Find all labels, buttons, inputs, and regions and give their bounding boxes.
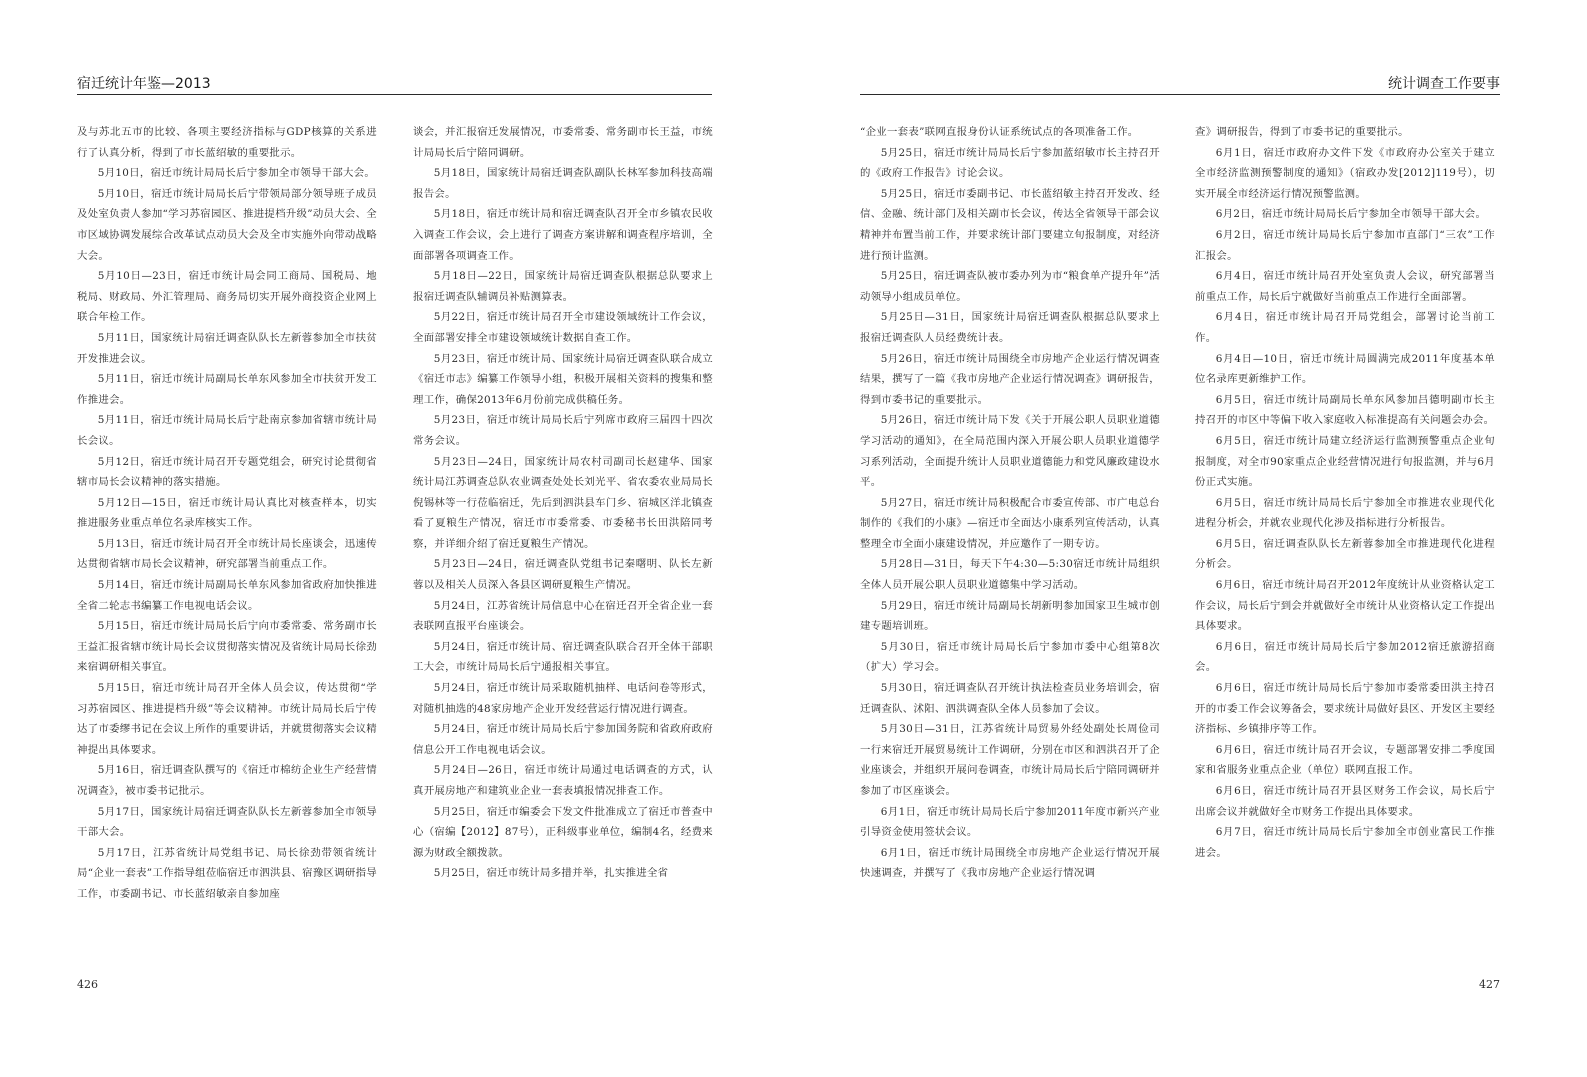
chronicle-entry: 5月24日—26日，宿迁市统计局通过电话调查的方式，认真开展房地产和建筑业企业一套表填报情况排查工作。: [413, 764, 713, 797]
chronicle-entry: 6月4日，宿迁市统计局召开处室负责人会议，研究部署当前重点工作，局长后宁就做好当前重点工作进行全面部署。: [1195, 270, 1495, 303]
chronicle-entry: 6月5日，宿迁调查队队长左新蓉参加全市推进现代化进程分析会。: [1195, 537, 1495, 571]
chronicle-entry: 5月10日，宿迁市统计局局长后宁带领局部分领导班子成员及处室负责人参加“学习苏宿园区、推进提档升级”动员大会、全市区域协调发展综合改革试点动员大会及全市实施外向带动战略大会。: [77, 187, 377, 262]
chronicle-entry: 5月26日，宿迁市统计局围绕全市房地产企业运行情况调查结果，撰写了一篇《我市房地产企业运行情况调查》调研报告，得到市委书记的重要批示。: [860, 352, 1160, 406]
chronicle-entry: 5月17日，国家统计局宿迁调查队队长左新蓉参加全市领导干部大会。: [77, 805, 377, 839]
chronicle-entry: 5月24日，江苏省统计局信息中心在宿迁召开全省企业一套表联网直报平台座谈会。: [413, 599, 713, 633]
chronicle-entry: 5月30日—31日，江苏省统计局贸易外经处副处长周俭司一行来宿迁开展贸易统计工作调研，分别在市区和泗洪召开了企业座谈会，并组织开展问卷调查，市统计局局长后宁陪同调研并参加了市区座谈会。: [860, 723, 1160, 797]
chronicle-entry: 5月30日，宿迁调查队召开统计执法检查员业务培训会，宿迁调查队、沭阳、泗洪调查队全体人员参加了会议。: [860, 682, 1160, 715]
chronicle-entry: 5月18日，宿迁市统计局和宿迁调查队召开全市乡镇农民收入调查工作会议，会上进行了调查方案讲解和调查程序培训，全面部署各项调查工作。: [413, 208, 713, 262]
chronicle-entry: 5月27日，宿迁市统计局积极配合市委宣传部、市广电总台制作的《我们的小康》—宿迁市全面达小康系列宣传活动，认真整理全市全面小康建设情况，并应邀作了一期专访。: [860, 496, 1160, 550]
chronicle-entry: 5月18日—22日，国家统计局宿迁调查队根据总队要求上报宿迁调查队辅调员补贴测算表。: [413, 270, 713, 303]
chronicle-entry: 5月24日，宿迁市统计局局长后宁参加国务院和省政府政府信息公开工作电视电话会议。: [413, 723, 713, 756]
chronicle-entry: 6月1日，宿迁市统计局围绕全市房地产企业运行情况开展快速调查，并撰写了《我市房地产企业运行情况调: [860, 846, 1160, 880]
chronicle-entry: 6月2日，宿迁市统计局局长后宁参加市直部门“三农”工作汇报会。: [1195, 228, 1495, 262]
chronicle-entry: 5月25日，宿迁市编委会下发文件批准成立了宿迁市普查中心（宿编【2012】87号），正科级事业单位，编制4名，经费来源为财政全额拨款。: [413, 805, 713, 859]
chronicle-entry: 6月6日，宿迁市统计局召开县区财务工作会议，局长后宁出席会议并就做好全市财务工作提出具体要求。: [1195, 785, 1495, 818]
chronicle-entry: 5月12日，宿迁市统计局召开专题党组会，研究讨论贯彻省辖市局长会议精神的落实措施。: [77, 455, 377, 489]
chronicle-entry: 5月25日，宿迁市统计局局长后宁参加蓝绍敏市长主持召开的《政府工作报告》讨论会议。: [860, 146, 1160, 180]
chronicle-entry: 5月11日，国家统计局宿迁调查队队长左新蓉参加全市扶贫开发推进会议。: [77, 331, 377, 365]
chronicle-entry: 6月6日，宿迁市统计局局长后宁参加2012宿迁旅游招商会。: [1195, 640, 1495, 674]
chronicle-entry: 5月11日，宿迁市统计局副局长单东风参加全市扶贫开发工作推进会。: [77, 373, 377, 406]
chronicle-entry: 6月4日—10日，宿迁市统计局圆满完成2011年度基本单位名录库更新维护工作。: [1195, 352, 1495, 386]
chronicle-entry: 6月2日，宿迁市统计局局长后宁参加全市领导干部大会。: [1215, 208, 1487, 221]
text-column: [860, 122, 1160, 884]
chronicle-entry: 5月28日—31日，每天下午4:30—5:30宿迁市统计局组织全体人员开展公职人员职业道德集中学习活动。: [860, 558, 1160, 592]
running-header-title: 宿迁统计年鉴—2013: [77, 76, 211, 92]
chronicle-entry: 5月23日，宿迁市统计局局长后宁列席市政府三届四十四次常务会议。: [413, 414, 713, 447]
running-header-title: 统计调查工作要事: [1388, 76, 1500, 92]
chronicle-entry: 5月15日，宿迁市统计局局长后宁向市委常委、常务副市长王益汇报省辖市统计局长会议贯彻落实情况及省统计局局长徐劲来宿调研相关事宜。: [77, 620, 377, 674]
chronicle-entry: 6月5日，宿迁市统计局局长后宁参加全市推进农业现代化进程分析会，并就农业现代化涉及指标进行分析报告。: [1195, 496, 1495, 530]
chronicle-entry: 5月12日—15日，宿迁市统计局认真比对核查样本，切实推进服务业重点单位名录库核实工作。: [77, 496, 377, 530]
right-page: [793, 0, 1587, 1077]
chronicle-entry: 5月22日，宿迁市统计局召开全市建设领域统计工作会议，全面部署安排全市建设领域统计数据自查工作。: [413, 311, 713, 344]
chronicle-entry: 5月15日，宿迁市统计局召开全体人员会议，传达贯彻“学习苏宿园区、推进提档升级”等会议精神。市统计局局长后宁传达了市委缪书记在会议上所作的重要讲话，并就贯彻落实会议精神提出具体要求。: [77, 682, 377, 756]
chronicle-entry: 5月11日，宿迁市统计局局长后宁赴南京参加省辖市统计局长会议。: [77, 414, 377, 447]
chronicle-entry: 5月23日—24日，宿迁调查队党组书记秦曙明、队长左新蓉以及相关人员深入各县区调研夏粮生产情况。: [413, 558, 713, 592]
chronicle-entry: 6月6日，宿迁市统计局局长后宁参加市委常委田洪主持召开的市委工作会议筹备会，要求统计局做好县区、开发区主要经济指标、乡镇排序等工作。: [1195, 682, 1495, 736]
chronicle-entry: 6月4日，宿迁市统计局召开局党组会，部署讨论当前工作。: [1195, 311, 1495, 344]
chronicle-entry: 5月24日，宿迁市统计局、宿迁调查队联合召开全体干部职工大会，市统计局局长后宁通报相关事宜。: [413, 640, 713, 674]
continued-text: 及与苏北五市的比较、各项主要经济指标与GDP核算的关系进行了认真分析，得到了市长蓝绍敏的重要批示。: [77, 126, 377, 159]
header-rule: [860, 94, 1500, 95]
header-rule: [77, 94, 712, 95]
chronicle-entry: 5月13日，宿迁市统计局召开全市统计局长座谈会，迅速传达贯彻省辖市局长会议精神，研究部署当前重点工作。: [77, 537, 377, 571]
chronicle-entry: 5月30日，宿迁市统计局局长后宁参加市委中心组第8次（扩大）学习会。: [860, 640, 1160, 674]
chronicle-entry: 5月23日，宿迁市统计局、国家统计局宿迁调查队联合成立《宿迁市志》编纂工作领导小组，积极开展相关资料的搜集和整理工作，确保2013年6月份前完成供稿任务。: [413, 352, 713, 406]
chronicle-entry: 5月25日，宿迁市统计局多措并举，扎实推进全省: [433, 867, 669, 880]
chronicle-entry: 5月26日，宿迁市统计局下发《关于开展公职人员职业道德学习活动的通知》，在全局范围内深入开展公职人员职业道德学习系列活动，全面提升统计人员职业道德能力和党风廉政建设水平。: [860, 414, 1160, 489]
chronicle-entry: 6月1日，宿迁市统计局局长后宁参加2011年度市新兴产业引导资金使用签状会议。: [860, 805, 1160, 839]
chronicle-entry: 5月14日，宿迁市统计局副局长单东风参加省政府加快推进全省二轮志书编纂工作电视电话会议。: [77, 579, 377, 612]
continued-text: “企业一套表”联网直报身份认证系统试点的各项准备工作。: [860, 126, 1139, 138]
chronicle-entry: 5月29日，宿迁市统计局副局长胡新明参加国家卫生城市创建专题培训班。: [860, 599, 1160, 633]
chronicle-entry: 5月18日，国家统计局宿迁调查队副队长林军参加科技高端报告会。: [413, 167, 713, 200]
chronicle-entry: 6月1日，宿迁市政府办文件下发《市政府办公室关于建立全市经济监测预警制度的通知》（宿政办发[2012]119号），切实开展全市经济运行情况预警监测。: [1195, 146, 1495, 200]
continued-text: 查》调研报告，得到了市委书记的重要批示。: [1195, 126, 1409, 138]
chronicle-entry: 5月23日—24日，国家统计局农村司副司长赵建华、国家统计局江苏调查总队农业调查处处长刘光平、省农委农业局局长倪锡林等一行莅临宿迁，先后到泗洪县车门乡、宿城区洋北镇查看了夏粮生产情况，宿迁市市委常委、市委秘书长田洪陪同考察，并详细介绍了宿迁夏粮生产情况。: [413, 455, 713, 550]
chronicle-entry: 5月10日—23日，宿迁市统计局会同工商局、国税局、地税局、财政局、外汇管理局、商务局切实开展外商投资企业网上联合年检工作。: [77, 270, 377, 324]
chronicle-entry: 6月5日，宿迁市统计局建立经济运行监测预警重点企业旬报制度，对全市90家重点企业经营情况进行旬报监测，并与6月份正式实施。: [1195, 434, 1495, 489]
chronicle-entry: 5月10日，宿迁市统计局局长后宁参加全市领导干部大会。: [97, 167, 376, 180]
text-column: [77, 122, 377, 905]
text-column: [1195, 122, 1495, 863]
chronicle-entry: 5月16日，宿迁调查队撰写的《宿迁市棉纺企业生产经营情况调查》，被市委书记批示。: [77, 764, 377, 797]
page-number: 426: [77, 978, 98, 991]
chronicle-entry: 6月6日，宿迁市统计局召开2012年度统计从业资格认定工作会议，局长后宁到会并就做好全市统计从业资格认定工作提出具体要求。: [1195, 579, 1495, 633]
chronicle-entry: 6月5日，宿迁市统计局副局长单东风参加吕德明副市长主持召开的市区中等偏下收入家庭收入标准提高有关问题会办会。: [1195, 393, 1495, 427]
left-page: [0, 0, 793, 1077]
chronicle-entry: 5月25日，宿迁市委副书记、市长蓝绍敏主持召开发改、经信、金融、统计部门及相关副市长会议，传达全省领导干部会议精神并布置当前工作，并要求统计部门要建立旬报制度，对经济进行预计监测。: [860, 187, 1160, 262]
chronicle-entry: 5月17日，江苏省统计局党组书记、局长徐劲带领省统计局“企业一套表”工作指导组莅临宿迁市泗洪县、宿豫区调研指导工作，市委副书记、市长蓝绍敏亲自参加座: [77, 846, 377, 900]
chronicle-entry: 6月6日，宿迁市统计局召开会议，专题部署安排二季度国家和省服务业重点企业（单位）联网直报工作。: [1195, 743, 1495, 777]
chronicle-entry: 5月25日—31日，国家统计局宿迁调查队根据总队要求上报宿迁调查队人员经费统计表。: [860, 311, 1160, 344]
chronicle-entry: 5月25日，宿迁调查队被市委办列为市“粮食单产提升年”活动领导小组成员单位。: [860, 270, 1160, 303]
chronicle-entry: 6月7日，宿迁市统计局局长后宁参加全市创业富民工作推进会。: [1195, 826, 1495, 859]
text-column: [413, 122, 713, 884]
continued-text: 谈会，并汇报宿迁发展情况，市委常委、常务副市长王益，市统计局局长后宁陪同调研。: [413, 126, 713, 159]
chronicle-entry: 5月24日，宿迁市统计局采取随机抽样、电话问卷等形式，对随机抽选的48家房地产企业开发经营运行情况进行调查。: [413, 682, 713, 715]
page-number: 427: [1479, 978, 1500, 991]
